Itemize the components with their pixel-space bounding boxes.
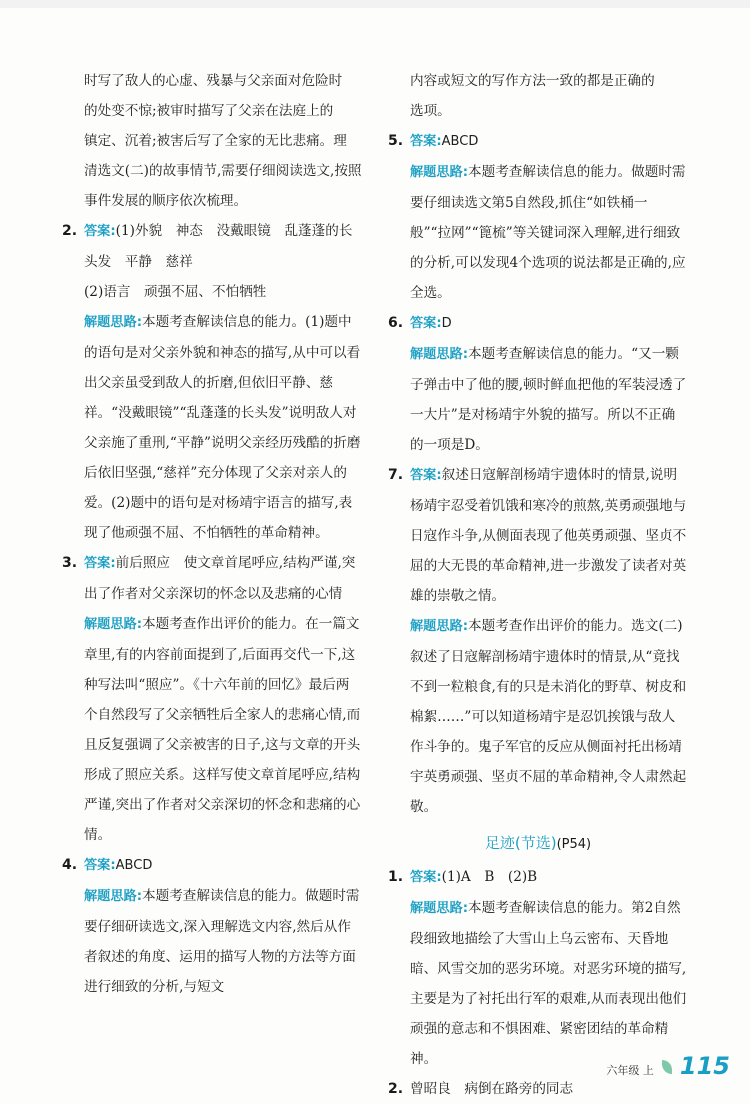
analysis-text: 本题考查解读信息的能力。做题时需要仔细读选文第5自然段,抓住“如铁桶一般”“拉网”“篦梳”等关键词深入理解,进行细致的分析,可以发现4个选项的说法都是正确的,应全选。 bbox=[410, 164, 686, 301]
answer-text: 叙述日寇解剖杨靖宇遗体时的情景,说明杨靖宇忍受着饥饿和寒冷的煎熬,英勇顽强地与日寇作斗争,从侧面表现了他英勇顽强、坚贞不屈的大无畏的革命精神,进一步激发了读者对英雄的崇敬之情。 bbox=[410, 467, 687, 604]
analysis-label: 解题思路: bbox=[410, 901, 469, 916]
text-line: 清选文(二)的故事情节,需要仔细阅读选文,按照事件发展的顺序依次梳理。 bbox=[84, 163, 362, 209]
analysis-text: 本题考查解读信息的能力。第2自然段细致地描绘了大雪山上乌云密布、天昏地暗、风雪交加的恶劣环境。对恶劣环境的描写,主要是为了衬托出行军的艰难,从而表现出他们顽强的意志和不惧困难、紧密团结的革命精神。 bbox=[410, 900, 687, 1067]
analysis-label: 解题思路: bbox=[410, 165, 469, 180]
question-5 bbox=[388, 126, 688, 308]
question-number: 4. bbox=[62, 857, 78, 873]
answer-text: ABCD bbox=[115, 858, 153, 873]
left-continuation bbox=[62, 66, 362, 216]
question-number: 7. bbox=[388, 467, 404, 483]
question-7 bbox=[388, 460, 688, 822]
question-3 bbox=[62, 548, 362, 850]
analysis-text: 本题考查解读信息的能力。做题时需要仔细研读选文,深入理解选文内容,然后从作者叙述的角度、运用的描写人物的方法等方面进行细致的分析,与短文 bbox=[84, 888, 360, 995]
left-column bbox=[62, 66, 362, 1002]
question-6 bbox=[388, 308, 688, 460]
answer-text: ABCD bbox=[441, 134, 479, 149]
question-number: 2. bbox=[62, 223, 78, 239]
answer-text: (2)语言 顽强不屈、不怕牺牲 bbox=[84, 284, 267, 300]
section-question-1 bbox=[388, 862, 688, 1074]
question-number: 6. bbox=[388, 315, 404, 331]
analysis-label: 解题思路: bbox=[410, 347, 469, 362]
analysis-text: 本题考查解读信息的能力。(1)题中的语句是对父亲外貌和神态的描写,从中可以看出父亲虽受到敌人的折磨,但依旧平静、慈祥。“没戴眼镜”“乱蓬蓬的长头发”说明敌人对父亲施了重刑,“平静”说明父亲经历残酷的折磨后依旧坚强,“慈祥”充分体现了父亲对亲人的爱。(2)题中的语句是对杨靖宇语言的描写,表现了他顽强不屈、不怕牺牲的革命精神。 bbox=[84, 314, 361, 541]
answer-text: 前后照应 使文章首尾呼应,结构严谨,突出了作者对父亲深切的怀念以及悲痛的心情 bbox=[84, 555, 356, 602]
answer-label: 答案: bbox=[84, 556, 116, 571]
analysis-label: 解题思路: bbox=[84, 315, 143, 330]
grade-label: 六年级 上 bbox=[606, 1064, 654, 1077]
answer-text: (1)外貌 神态 没戴眼镜 乱蓬蓬的长头发 平静 慈祥 bbox=[84, 223, 353, 270]
answer-label: 答案: bbox=[84, 224, 116, 239]
right-continuation bbox=[388, 66, 688, 126]
answer-label: 答案: bbox=[410, 316, 442, 331]
right-column bbox=[388, 66, 688, 1104]
answer-label: 答案: bbox=[410, 134, 442, 149]
section-title: 足迹(节选) bbox=[484, 834, 557, 852]
question-number: 1. bbox=[388, 869, 404, 885]
analysis-label: 解题思路: bbox=[84, 889, 143, 904]
leaf-icon bbox=[662, 1060, 672, 1074]
answer-label: 答案: bbox=[410, 468, 442, 483]
answer-text: D bbox=[441, 316, 452, 331]
answer-label: 答案: bbox=[410, 870, 442, 885]
text-line: 的处变不惊;被审时描写了父亲在法庭上的 bbox=[84, 103, 334, 119]
question-4 bbox=[62, 850, 362, 1002]
question-number: 2. bbox=[388, 1081, 404, 1097]
analysis-text: 本题考查作出评价的能力。选文(二)叙述了日寇解剖杨靖宇遗体时的情景,从“竟找不到一粒粮食,有的只是未消化的野草、树皮和棉絮……”可以知道杨靖宇是忍饥挨饿与敌人作斗争的。鬼子军官的反应从侧面衬托出杨靖宇英勇顽强、坚贞不屈的革命精神,令人肃然起敬。 bbox=[410, 618, 687, 815]
analysis-label: 解题思路: bbox=[84, 617, 143, 632]
analysis-label: 解题思路: bbox=[410, 619, 469, 634]
section-page-ref: (P54) bbox=[556, 837, 592, 852]
answer-text: (1)A B (2)B bbox=[441, 869, 538, 885]
answer-label: 答案: bbox=[84, 858, 116, 873]
question-number: 3. bbox=[62, 555, 78, 571]
section-heading bbox=[388, 828, 688, 860]
text-line: 内容或短文的写作方法一致的都是正确的 bbox=[410, 73, 655, 89]
page-footer bbox=[606, 1052, 730, 1080]
text-line: 镇定、沉着;被害后写了全家的无比悲痛。理 bbox=[84, 133, 347, 149]
question-number: 5. bbox=[388, 133, 404, 149]
page-number: 115 bbox=[679, 1052, 730, 1080]
analysis-text: 本题考查解读信息的能力。“又一颗子弹击中了他的腰,顿时鲜血把他的军装浸透了一大片”是对杨靖宇外貌的描写。所以不正确的一项是D。 bbox=[410, 346, 687, 453]
question-2 bbox=[62, 216, 362, 548]
answer-text: 曾昭良 病倒在路旁的同志 bbox=[410, 1081, 574, 1097]
analysis-text: 本题考查作出评价的能力。在一篇文章里,有的内容前面提到了,后面再交代一下,这种写法叫“照应”。《十六年前的回忆》最后两个自然段写了父亲牺牲后全家人的悲痛心情,而且反复强调了父亲被害的日子,这与文章的开头形成了照应关系。这样写使文章首尾呼应,结构严谨,突出了作者对父亲深切的怀念和悲痛的心情。 bbox=[84, 616, 361, 843]
top-edge bbox=[0, 0, 750, 8]
text-line: 选项。 bbox=[410, 103, 451, 119]
text-line: 时写了敌人的心虚、残暴与父亲面对危险时 bbox=[84, 73, 343, 89]
